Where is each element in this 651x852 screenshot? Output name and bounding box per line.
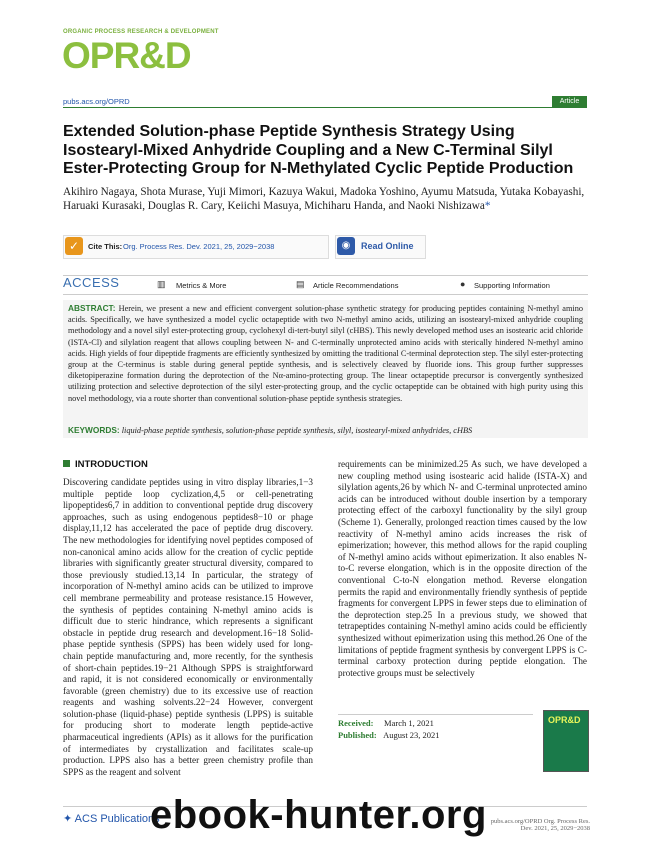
- metrics-icon: ▥: [157, 279, 166, 289]
- journal-small-name: ORGANIC PROCESS RESEARCH & DEVELOPMENT: [63, 29, 219, 35]
- access-label: ACCESS: [63, 275, 120, 290]
- acs-logo-icon: ✦: [63, 813, 73, 825]
- dates-divider: [338, 714, 533, 715]
- header-divider: [63, 107, 587, 108]
- article-title: Extended Solution-phase Peptide Synthesis Strategy Using Isostearyl-Mixed Anhydride Coupling and a New C-Terminal Silyl Ester-Protecting Group for N-Methylated Cyclic Peptide Production: [63, 123, 574, 177]
- supporting-information-link[interactable]: Supporting Information: [474, 281, 550, 290]
- cover-title: OPR&D: [548, 715, 581, 725]
- published-label: Published:: [338, 730, 377, 740]
- publisher-name: ACS Publications: [74, 813, 160, 825]
- keywords-label: KEYWORDS:: [68, 425, 120, 435]
- metrics-more-link[interactable]: Metrics & More: [176, 281, 227, 290]
- cite-label: Cite This:: [88, 242, 123, 251]
- cite-icon: ✓: [65, 237, 83, 255]
- section-marker-icon: [63, 460, 70, 467]
- recommendations-icon: ▤: [296, 279, 305, 289]
- corresponding-author-mark[interactable]: *: [484, 200, 491, 212]
- journal-logo: OPR&D: [62, 35, 191, 76]
- read-online-label[interactable]: Read Online: [361, 241, 414, 251]
- article-type-badge: Article: [552, 96, 587, 107]
- article-recommendations-link[interactable]: Article Recommendations: [313, 281, 399, 290]
- received-label: Received:: [338, 718, 374, 728]
- read-online-icon: ◉: [337, 237, 355, 255]
- publisher-logo: [63, 812, 160, 825]
- cite-reference-link[interactable]: Org. Process Res. Dev. 2021, 25, 2029−2038: [123, 242, 275, 251]
- author-list: [63, 185, 588, 213]
- keywords-text: liquid-phase peptide synthesis, solution-phase peptide synthesis, silyl, isostearyl-mixed anhydrides, cHBS: [121, 426, 473, 435]
- abstract-text: Herein, we present a new and efficient convergent solution-phase synthetic strategy for producing peptides containing N-methyl amino acids. Specifically, we have synthesized a model cyclic octapeptide with two N-methyl amino acids, utilizing an isostearyl-mixed anhydride coupling methodology and a novel silyl ester-protecting group, cyclohexyl di-tert-butyl silyl (cHBS). This newly developed method uses an isostearic acid chloride (ISTA-Cl) and silylation reagent that allows coupling between N- and C-terminally unprotected amino acids with sterically hindered N-methyl amino acids. High yields of four dipeptide fragments are efficiently synthesized by omitting the traditional C-terminal deprotection step. The silyl ester-protecting group at the C-terminus is stable during general peptide synthesis, and is selectively cleaved by fluoride ions. This group further suppresses diketopiperazine formation during the deprotection of the Nα-amino-protecting group. The linear octapeptide precursor is convergently synthesized utilizing protection and selective deprotection of the silyl ester-protecting group, and the cyclic octapeptide can be obtained with high purity using this novel methodology, via a route shorter than conventional solution-phase peptide synthesis strategies.: [68, 304, 583, 403]
- published-date: [338, 730, 440, 740]
- received-value: March 1, 2021: [384, 718, 434, 728]
- keywords: [68, 425, 583, 435]
- footer-citation: pubs.acs.org/OPRD Org. Process Res. Dev. 2021, 25, 2029−2038: [490, 818, 590, 832]
- received-date: [338, 718, 434, 728]
- watermark: ebook-hunter.org: [150, 793, 487, 837]
- abstract-label: ABSTRACT:: [68, 303, 116, 313]
- introduction-left-column: Discovering candidate peptides using in vitro display libraries,1−3 multiple peptide loop cyclization,4,5 or cell-penetrating lipopeptides6,7 in addition to conventional peptide drug discovery approaches, such as using endogenous peptides8−10 or phage display,11,12 has accelerated the pace of peptide drug discovery. The new methodologies for identifying novel peptides composed of non-canonical amino acids allow for the creation of cyclic peptide libraries with significantly greater structural diversity, compared to those previously studied.13,14 In particular, the strategy of incorporation of N-methyl amino acids can be utilized to improve cell membrane permeability and protease resistance.15 However, the synthesis of peptides containing N-methyl amino acids is difficult due to steric hindrance, which represents a significant obstacle in peptide drug research and development.16−18 Solid-phase peptide synthesis (SPPS) has been widely used for long-chain peptide manufacturing and, more recently, for the synthesis of short-chain peptides.19−21 Although SPPS is straightforward and rapid, it is not considered economically or environmentally favorable (green chemistry) due to its excessive use of reaction reagents and washing solvents.22−24 However, convergent solution-phase (liquid-phase) peptide synthesis (LPPS) is suitable for producing short to moderate length peptide-active pharmaceutical ingredients (APIs) as it allows for the purification of intermediates by crystallization and facilitates scale-up production. LPPS also has a better green chemistry profile than SPPS as the reagent and solvent: [63, 477, 313, 777]
- authors-text: Akihiro Nagaya, Shota Murase, Yuji Mimori, Kazuya Wakui, Madoka Yoshino, Ayumu Matsuda, Yutaka Kobayashi, Haruaki Kurasaki, Douglas R. Cary, Keiichi Masuya, Michiharu Handa, and Naoki Nishizawa: [63, 186, 585, 212]
- journal-url-link[interactable]: pubs.acs.org/OPRD: [63, 97, 130, 106]
- published-value: August 23, 2021: [383, 730, 440, 740]
- introduction-right-column: requirements can be minimized.25 As such, we have developed a new coupling method using isostearic acid halide (ISTA-X) and silylation agents,26 by which N- and C-terminal unprotected amino acids can be introduced without double insertion by a temporary protecting effect of the carboxyl functionality by the silyl group (Scheme 1). Generally, prolonged reaction times caused by the low reactivity of N-methyl amino acids increases the risk of epimerization; however, this method allows for the rapid coupling of N-methyl amino acids without epimerization. It also enables N-to-C reverse elongation, which is in the opposite direction of the conventional C-to-N elongation method. Reverse elongation permits the rapid and environmentally friendly synthesis of peptide fragments for convergent LPPS in fewer steps due to elimination of the deprotection step.25 In a previous study, we showed that tetrapeptides containing N-methyl amino acids could be efficiently synthesized without epimerization using this method.26 One of the limitations of peptide fragment synthesis by convergent LPPS is C-terminal carboxy protection during peptide elongation. The protective groups must be selectively: [338, 459, 587, 678]
- abstract: [68, 303, 583, 404]
- introduction-heading: INTRODUCTION: [75, 459, 148, 470]
- supporting-info-icon: ●: [460, 279, 466, 289]
